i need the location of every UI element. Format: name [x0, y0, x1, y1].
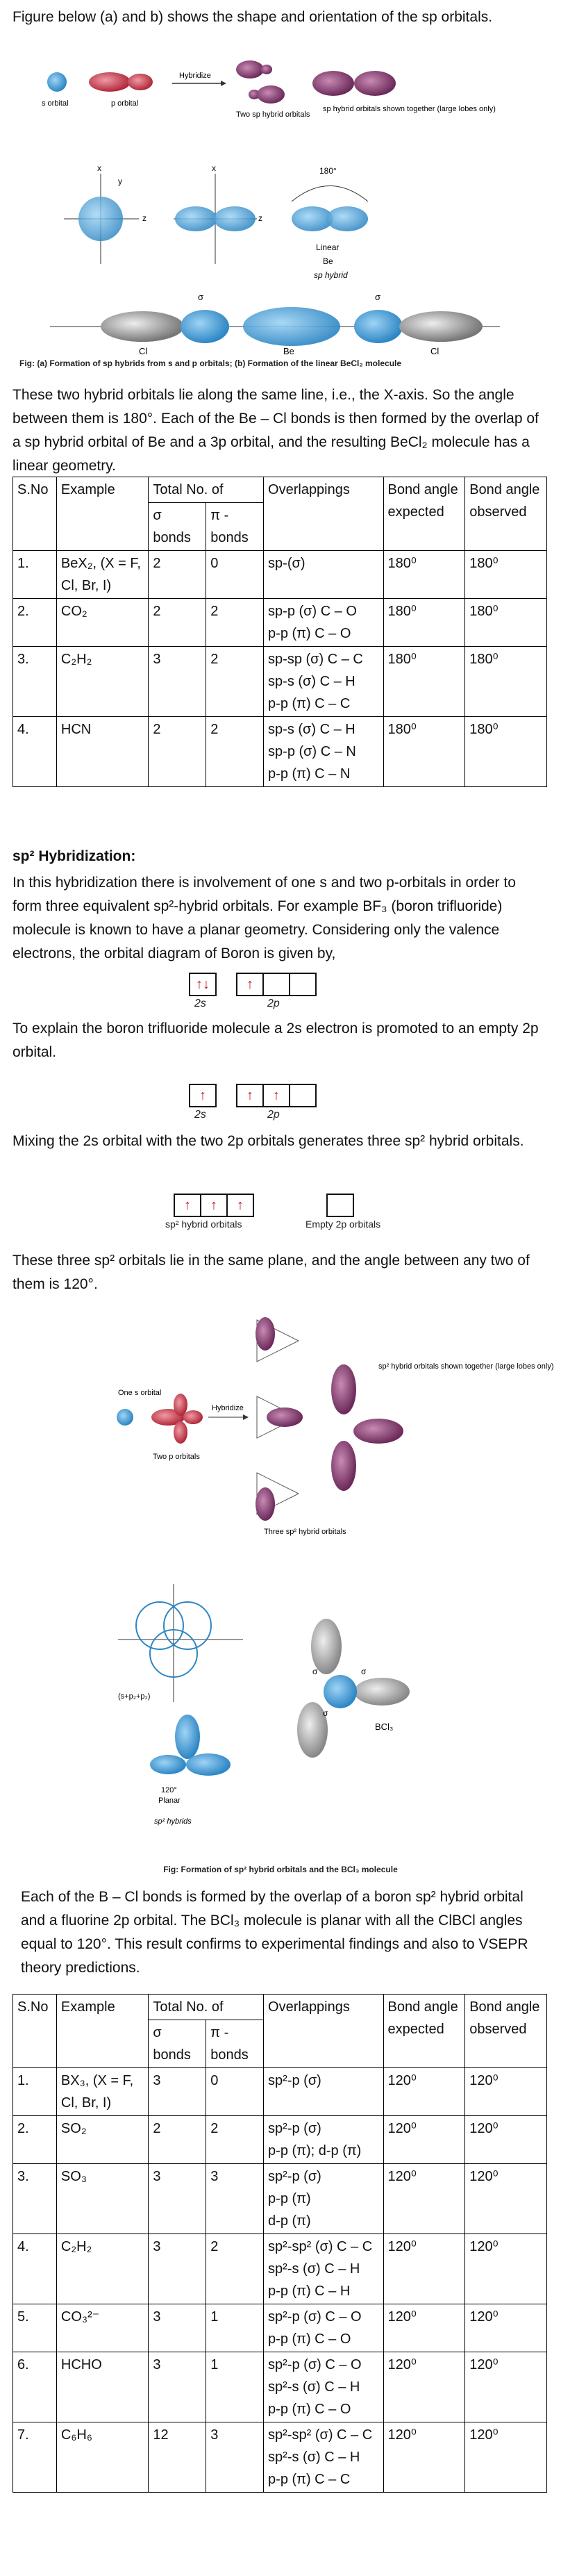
sp2-table: S.No Example Total No. of Overlappings Bond angle expected Bond angle observed σ bonds π - bonds 1. BX₃, (X = F, Cl, Br, I) 3 0 sp²-p (σ) 120⁰ 120⁰ 2. SO₂ 2 2 sp²-p (σ) p-p (π); d-p (π) 120⁰ 120⁰ 3. SO₃ 3 3 sp²-p (σ) p-p (π) d-p (π) 120⁰ 120⁰ 4. C₂H₂ 3 2 sp²-sp² (σ) C – C sp²-s (σ) C – H p-p (π) C – H 120⁰ 120⁰ 5. CO₃²⁻ 3 1 sp²-p (σ) C – O p-p (π) C – O 120⁰ 120⁰ 6. HCHO 3 1 sp²-p (σ) C – O sp²-s (σ) C – H p-p (π) C – O 120⁰ 120⁰ 7. C₆H₆ 12 3 sp²-sp² (σ) C – C sp²-s (σ) C – H p-p (π) C – C 120⁰ 120⁰	[12, 1994, 547, 2493]
cell-sn: 2.	[13, 2116, 57, 2164]
sp-hybrid-figure	[42, 63, 528, 354]
svg-text:z: z	[142, 213, 146, 223]
col-total: Total No. of	[149, 477, 264, 503]
cl-orbital-left	[101, 311, 184, 342]
para-planar: These three sp² orbitals lie in the same plane, and the angle between any two of them is 120°.	[12, 1253, 530, 1292]
svg-text:z: z	[258, 213, 262, 223]
s-orbital-label: s orbital	[42, 99, 69, 108]
cell-pi: 3	[206, 2164, 264, 2234]
overlap-line: p-p (π) C – H	[268, 2284, 351, 2299]
overlap-line: sp²-sp² (σ) C – C	[268, 2427, 373, 2443]
svg-text:sp² hybrid orbitals shown toge: sp² hybrid orbitals shown together (large lobes only)	[378, 1362, 554, 1371]
s-orbital-shape	[47, 72, 67, 92]
cell-overlap	[264, 647, 383, 717]
cell-overlap	[264, 2234, 383, 2304]
cell-sn: 4.	[13, 2234, 57, 2304]
overlap-line: sp²-p (σ) C – O	[268, 2309, 362, 2325]
sp-table	[12, 477, 547, 787]
cell-sn: 3.	[13, 647, 57, 717]
hybridize-label: Hybridize	[179, 72, 211, 80]
cell-sigma: 3	[149, 2352, 206, 2422]
para-mixing: Mixing the 2s orbital with the two 2p orbitals generates three sp² hybrid orbitals.	[12, 1133, 524, 1149]
col-overlap: Overlappings	[264, 477, 383, 551]
col-example: Example	[56, 477, 148, 551]
para-promotion: To explain the boron trifluoride molecule a 2s electron is promoted to an empty 2p orbital.	[12, 1021, 539, 1060]
svg-text:sp hybrid: sp hybrid	[314, 270, 348, 280]
svg-text:σ: σ	[361, 1667, 367, 1676]
cell-expected: 120⁰	[383, 2234, 465, 2304]
svg-text:σ: σ	[312, 1667, 318, 1676]
para-bcl3: Each of the B – Cl bonds is formed by the overlap of a boron sp² hybrid orbital and a fluorine 2p orbital. The BCl₃ molecule is planar with all the ClBCl angles equal to 120°. This result confirms to experimental findings and also to VSEPR theory predictions.	[21, 1889, 528, 1976]
cell-example: HCHO	[56, 2352, 148, 2422]
table-row	[13, 599, 547, 647]
two-sp-label: Two sp hybrid orbitals	[236, 110, 310, 119]
overlap-line: sp-p (σ) C – N	[268, 744, 356, 759]
cell-sn: 1.	[13, 2068, 57, 2116]
cell-sn: 3.	[13, 2164, 57, 2234]
cell-expected: 120⁰	[383, 2068, 465, 2116]
p-orbital-label: p orbital	[111, 99, 139, 108]
cell-sigma: 3	[149, 2164, 206, 2234]
overlap-line: p-p (π) C – O	[268, 2402, 351, 2417]
svg-text:Hybridize: Hybridize	[212, 1404, 244, 1412]
figure2-caption: Fig: Formation of sp² hybrid orbitals and the BCl₃ molecule	[163, 1865, 398, 1874]
cell-expected: 120⁰	[383, 2116, 465, 2164]
svg-text:sp² hybrids: sp² hybrids	[154, 1817, 192, 1826]
cell-overlap	[264, 2068, 383, 2116]
orbital-diagram-ground	[189, 973, 215, 996]
cell-observed: 180⁰	[465, 717, 547, 787]
col-sn: S.No	[13, 477, 57, 551]
overlap-line: p-p (π)	[268, 2191, 311, 2206]
cell-pi: 2	[206, 599, 264, 647]
overlap-line: d-p (π)	[268, 2213, 311, 2229]
shown-together-label: sp hybrid orbitals shown together (large lobes only)	[323, 105, 496, 113]
cell-sigma: 3	[149, 2234, 206, 2304]
svg-text:σ: σ	[375, 292, 381, 302]
cell-overlap	[264, 717, 383, 787]
para-sp-geometry: These two hybrid orbitals lie along the same line, i.e., the X-axis. So the angle between them is 180°. Each of the Be – Cl bonds is then formed by the overlap of a sp hybrid orbital of Be and a 3p orbital, and the resulting BeCl₂ molecule has a linear geometry.	[12, 387, 539, 474]
sp2-hybrid-figure	[104, 1313, 554, 1841]
cell-observed: 120⁰	[465, 2116, 547, 2164]
overlap-line: sp²-p (σ)	[268, 2169, 321, 2184]
cell-overlap	[264, 2352, 383, 2422]
cell-overlap	[264, 2422, 383, 2493]
sp2-heading: sp² Hybridization:	[12, 848, 136, 864]
orbital-2s-box: ↑↓	[189, 973, 217, 996]
p-orbital-lobe-left	[89, 72, 131, 92]
cell-pi: 2	[206, 2116, 264, 2164]
be-orbital-center	[243, 307, 340, 346]
svg-text:Be: Be	[323, 256, 333, 266]
cell-expected: 120⁰	[383, 2304, 465, 2352]
table-row	[13, 2116, 547, 2164]
col-pi: π - bonds	[206, 503, 264, 551]
overlap-line: sp-sp (σ) C – C	[268, 652, 363, 667]
angle-arc	[292, 186, 368, 202]
cell-example: SO₃	[56, 2164, 148, 2234]
svg-text:Two p orbitals: Two p orbitals	[153, 1453, 200, 1461]
table-row	[13, 647, 547, 717]
cell-pi: 0	[206, 2068, 264, 2116]
cell-example: C₂H₂	[56, 647, 148, 717]
svg-text:σ: σ	[323, 1708, 328, 1718]
intro-text: Figure below (a) and b) shows the shape and orientation of the sp orbitals.	[12, 9, 493, 25]
cell-observed: 120⁰	[465, 2352, 547, 2422]
svg-text:(s+p₂+p₂): (s+p₂+p₂)	[118, 1692, 151, 1701]
cell-pi: 2	[206, 717, 264, 787]
cell-example: BX₃, (X = F, Cl, Br, I)	[56, 2068, 148, 2116]
cell-pi: 0	[206, 551, 264, 599]
svg-text:Be: Be	[283, 346, 294, 356]
svg-text:y: y	[118, 176, 122, 186]
svg-text:σ: σ	[198, 292, 204, 302]
overlap-line: sp²-s (σ) C – H	[268, 2379, 360, 2395]
overlap-line: sp²-p (σ) C – O	[268, 2357, 362, 2372]
cell-pi: 3	[206, 2422, 264, 2493]
overlap-line: sp-s (σ) C – H	[268, 674, 355, 689]
svg-text:Three sp² hybrid orbitals: Three sp² hybrid orbitals	[264, 1528, 346, 1536]
overlap-line: sp-(σ)	[268, 556, 305, 571]
cell-sigma: 2	[149, 551, 206, 599]
figure1-caption: Fig: (a) Formation of sp hybrids from s and p orbitals; (b) Formation of the linear BeCl₂ molecule	[19, 358, 402, 368]
cell-sn: 2.	[13, 599, 57, 647]
cell-example: HCN	[56, 717, 148, 787]
cell-expected: 120⁰	[383, 2352, 465, 2422]
table-row	[13, 2304, 547, 2352]
col-sigma: σ bonds	[149, 503, 206, 551]
cell-expected: 120⁰	[383, 2164, 465, 2234]
cell-sigma: 2	[149, 599, 206, 647]
cell-pi: 2	[206, 647, 264, 717]
table-row	[13, 2234, 547, 2304]
overlap-line: sp²-p (σ)	[268, 2121, 321, 2136]
overlap-line: sp²-sp² (σ) C – C sp²-s (σ) C – H	[268, 2239, 373, 2277]
cell-expected: 120⁰	[383, 2422, 465, 2493]
para-sp2-intro: In this hybridization there is involvement of one s and two p-orbitals in order to form three equivalent sp²-hybrid orbitals. For example BF₃ (boron trifluoride) molecule is known to have a planar geometry. Considering only the valence electrons, the orbital diagram of Boron is given by,	[12, 875, 516, 961]
overlap-line: p-p (π) C – C	[268, 696, 351, 711]
cell-sigma: 2	[149, 717, 206, 787]
be-sp-orbital-shape	[78, 197, 123, 241]
cell-sigma: 12	[149, 2422, 206, 2493]
table-row	[13, 717, 547, 787]
cell-observed: 120⁰	[465, 2304, 547, 2352]
svg-text:x: x	[97, 163, 101, 173]
cell-observed: 120⁰	[465, 2068, 547, 2116]
table-row	[13, 2164, 547, 2234]
cell-sn: 5.	[13, 2304, 57, 2352]
overlap-line: p-p (π) C – N	[268, 766, 351, 782]
cell-pi: 1	[206, 2352, 264, 2422]
cell-example: SO₂	[56, 2116, 148, 2164]
table-row	[13, 2422, 547, 2493]
overlap-line: sp-s (σ) C – H	[268, 722, 355, 737]
cell-overlap	[264, 2304, 383, 2352]
cell-sn: 6.	[13, 2352, 57, 2422]
overlap-line: sp²-s (σ) C – H	[268, 2450, 360, 2465]
svg-text:Planar: Planar	[158, 1797, 181, 1805]
p-orbital-lobe-right	[128, 74, 153, 90]
cell-expected: 180⁰	[383, 717, 465, 787]
cell-example: BeX₂, (X = F, Cl, Br, I)	[56, 551, 148, 599]
cell-observed: 180⁰	[465, 599, 547, 647]
cell-example: C₆H₆	[56, 2422, 148, 2493]
cell-observed: 120⁰	[465, 2234, 547, 2304]
table-row	[13, 2068, 547, 2116]
cell-sn: 7.	[13, 2422, 57, 2493]
orbital-diagram-excited: ↑	[189, 1084, 215, 1107]
cell-overlap	[264, 551, 383, 599]
table-row	[13, 2352, 547, 2422]
svg-text:Cl: Cl	[430, 346, 439, 356]
cell-overlap	[264, 2164, 383, 2234]
cell-pi: 2	[206, 2234, 264, 2304]
cell-observed: 180⁰	[465, 551, 547, 599]
svg-text:120°: 120°	[161, 1786, 177, 1794]
col-observed: Bond angle observed	[465, 477, 547, 551]
cell-expected: 180⁰	[383, 599, 465, 647]
cell-observed: 180⁰	[465, 647, 547, 717]
overlap-line: p-p (π) C – O	[268, 2331, 351, 2347]
overlap-line: p-p (π); d-p (π)	[268, 2143, 362, 2158]
cell-expected: 180⁰	[383, 647, 465, 717]
cell-sigma: 3	[149, 2304, 206, 2352]
cell-sigma: 2	[149, 2116, 206, 2164]
orbital-diagram-ground-p: ↑	[236, 973, 315, 996]
svg-text:x: x	[212, 163, 216, 173]
cell-example: CO₃²⁻	[56, 2304, 148, 2352]
svg-text:Cl: Cl	[139, 346, 148, 356]
cell-example: CO₂	[56, 599, 148, 647]
col-expected: Bond angle expected	[383, 477, 465, 551]
svg-text:One s orbital: One s orbital	[118, 1389, 162, 1397]
cell-observed: 120⁰	[465, 2422, 547, 2493]
cell-observed: 120⁰	[465, 2164, 547, 2234]
orbital-diagram-empty	[326, 1194, 353, 1217]
overlap-line: sp-p (σ) C – O	[268, 604, 357, 619]
cell-overlap	[264, 2116, 383, 2164]
orbital-diagram-hybrid: ↑ ↑ ↑	[174, 1194, 253, 1217]
cell-overlap	[264, 599, 383, 647]
cell-sn: 1.	[13, 551, 57, 599]
svg-text:BCl₃: BCl₃	[375, 1722, 394, 1732]
cell-sigma: 3	[149, 2068, 206, 2116]
overlap-line: p-p (π) C – O	[268, 626, 351, 641]
svg-text:Linear: Linear	[316, 242, 340, 252]
cell-sn: 4.	[13, 717, 57, 787]
cell-expected: 180⁰	[383, 551, 465, 599]
orbital-diagram-excited-p: ↑ ↑	[236, 1084, 315, 1107]
angle-label: 180°	[319, 166, 337, 176]
overlap-line: p-p (π) C – C	[268, 2472, 351, 2487]
overlap-line: sp²-p (σ)	[268, 2073, 321, 2088]
cl-orbital-right	[399, 311, 483, 342]
table-row	[13, 551, 547, 599]
cell-sigma: 3	[149, 647, 206, 717]
cell-pi: 1	[206, 2304, 264, 2352]
cell-example: C₂H₂	[56, 2234, 148, 2304]
